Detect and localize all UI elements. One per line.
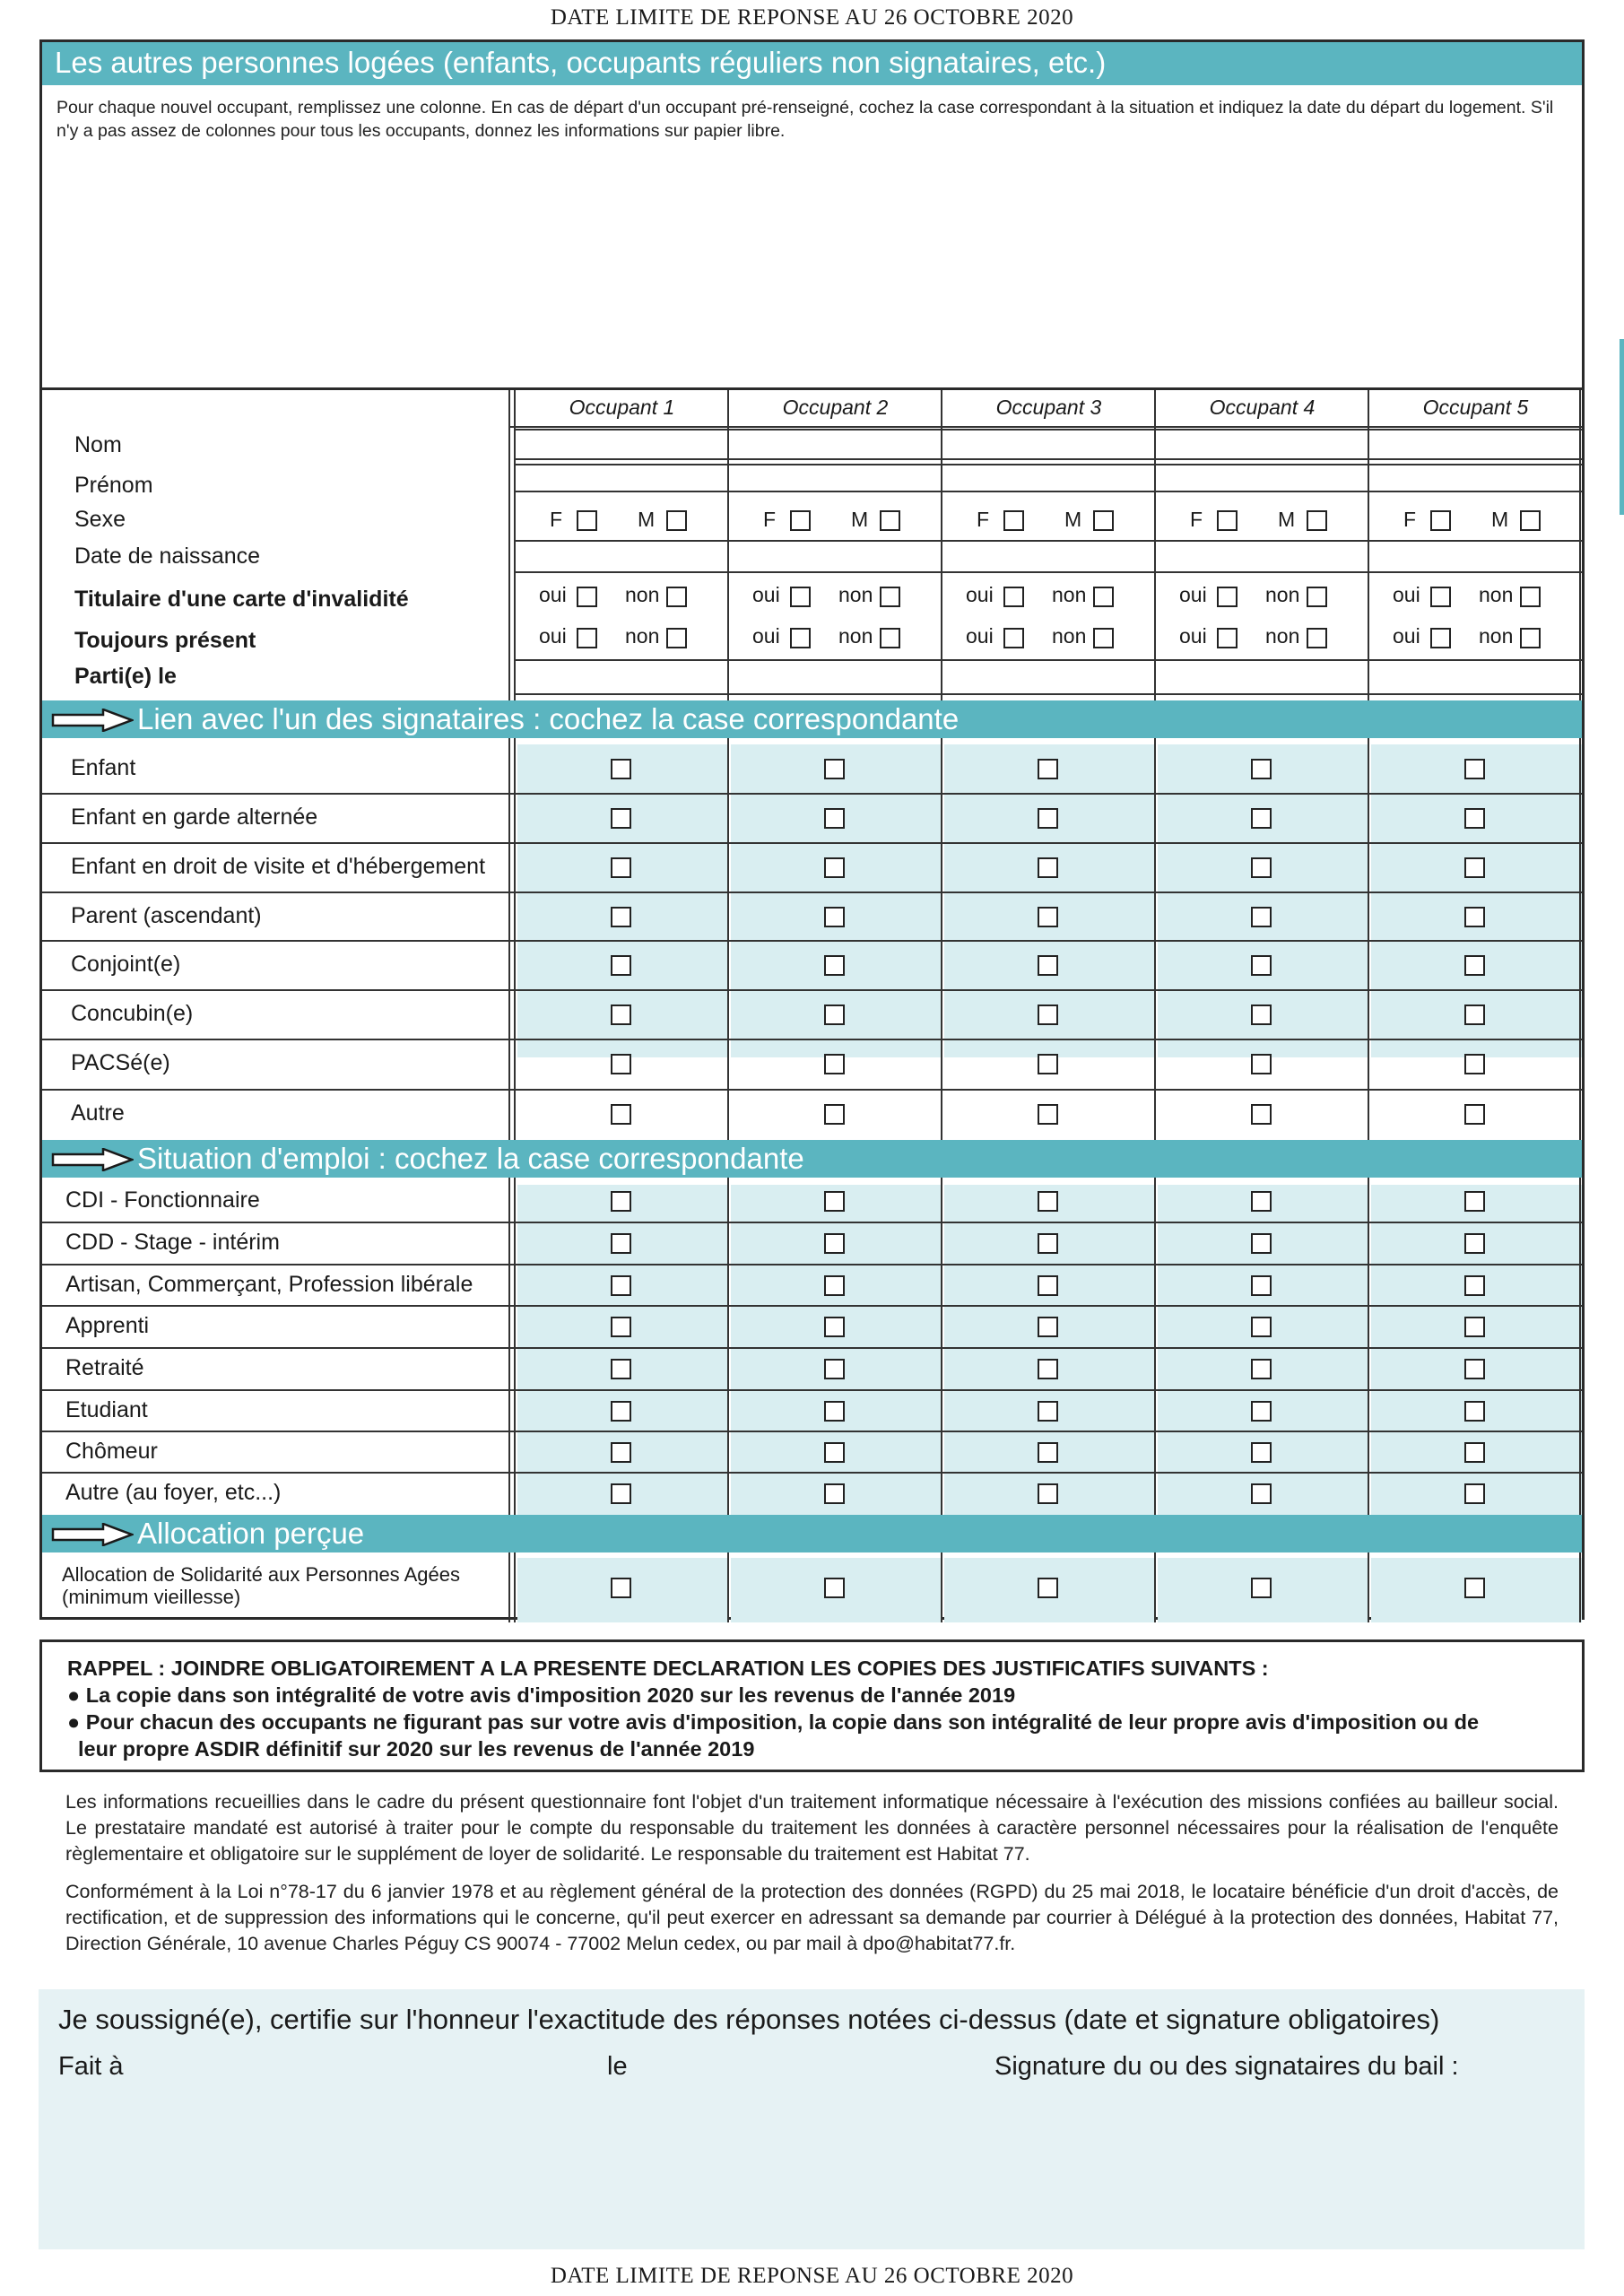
invalidite-non-checkbox[interactable] (666, 587, 687, 607)
row-label-invalidite: Titulaire d'une carte d'invalidité (74, 587, 409, 612)
emploi-checkbox[interactable] (1251, 1401, 1272, 1422)
row-divider (42, 940, 1582, 942)
row-divider (42, 1089, 1582, 1091)
lien-checkbox[interactable] (1251, 1004, 1272, 1025)
row-divider (42, 1347, 1582, 1349)
emploi-checkbox[interactable] (1464, 1233, 1485, 1254)
lien-checkbox[interactable] (611, 1104, 631, 1125)
row-divider (42, 989, 1582, 991)
occupant-4-field[interactable] (1156, 429, 1368, 460)
emploi-row-label: Apprenti (65, 1313, 150, 1338)
allocation-checkbox[interactable] (1251, 1578, 1272, 1598)
sexe-m-checkbox[interactable] (1520, 510, 1541, 531)
sexe-m-label: M (638, 508, 656, 531)
sexe-f-label: F (977, 508, 990, 531)
emploi-checkbox[interactable] (824, 1483, 845, 1504)
sexe-f-label: F (1403, 508, 1417, 531)
deadline-top: DATE LIMITE DE REPONSE AU 26 OCTOBRE 2020 (550, 5, 1074, 30)
rappel-item-1: ● La copie dans son intégralité de votre avis d'imposition 2020 sur les revenus de l'année 2019 (67, 1683, 1016, 1707)
emploi-checkbox[interactable] (1464, 1317, 1485, 1337)
row-divider (508, 426, 1582, 428)
occupant-2-field[interactable] (729, 540, 942, 573)
occupant-header-2: Occupant 2 (782, 396, 889, 419)
column-divider (514, 390, 516, 1622)
occupant-4-field[interactable] (1156, 659, 1368, 695)
invalidite-oui-checkbox[interactable] (1430, 587, 1451, 607)
arrow-right-icon (51, 1523, 134, 1546)
lien-checkbox[interactable] (1464, 1004, 1485, 1025)
present-non-checkbox[interactable] (880, 628, 900, 648)
emploi-checkbox[interactable] (824, 1191, 845, 1212)
emploi-checkbox[interactable] (1251, 1359, 1272, 1379)
occupant-4-field[interactable] (1156, 464, 1368, 492)
sexe-f-label: F (763, 508, 777, 531)
lien-row-label: Enfant en droit de visite et d'hébergement (71, 854, 486, 879)
occupants-section (39, 39, 1585, 387)
lien-checkbox[interactable] (1251, 808, 1272, 829)
emploi-row-label: Etudiant (65, 1397, 148, 1422)
arrow-right-icon (51, 1148, 134, 1171)
lien-row-label: Autre (71, 1100, 125, 1126)
emploi-checkbox[interactable] (1038, 1275, 1058, 1296)
lien-checkbox[interactable] (1464, 759, 1485, 779)
non-label: non (1265, 583, 1300, 606)
lien-checkbox[interactable] (1038, 857, 1058, 878)
emploi-checkbox[interactable] (1038, 1359, 1058, 1379)
emploi-checkbox[interactable] (1038, 1233, 1058, 1254)
emploi-row-label: Chômeur (65, 1439, 158, 1464)
arrow-right-icon (51, 709, 134, 732)
emploi-checkbox[interactable] (1038, 1442, 1058, 1463)
sexe-m-label: M (1064, 508, 1082, 531)
occupant-5-field[interactable] (1369, 429, 1582, 460)
oui-label: oui (539, 583, 567, 606)
lien-checkbox[interactable] (611, 759, 631, 779)
oui-label: oui (1393, 624, 1420, 648)
allocation-checkbox[interactable] (1464, 1578, 1485, 1598)
row-label-prenom: Prénom (74, 473, 153, 498)
emploi-row-label: CDI - Fonctionnaire (65, 1187, 260, 1213)
lien-checkbox[interactable] (824, 955, 845, 976)
emploi-row-label: CDD - Stage - intérim (65, 1230, 280, 1255)
present-oui-checkbox[interactable] (790, 628, 811, 648)
emploi-row-label: Artisan, Commerçant, Profession libérale (65, 1272, 473, 1297)
emploi-checkbox[interactable] (1038, 1317, 1058, 1337)
section-title: Les autres personnes logées (enfants, occupants réguliers non signataires, etc.) (42, 42, 1582, 85)
emploi-checkbox[interactable] (824, 1233, 845, 1254)
sexe-f-label: F (550, 508, 563, 531)
emploi-checkbox[interactable] (611, 1233, 631, 1254)
invalidite-oui-checkbox[interactable] (1217, 587, 1238, 607)
emploi-checkbox[interactable] (611, 1359, 631, 1379)
lien-checkbox[interactable] (824, 1054, 845, 1074)
column-divider (941, 390, 942, 1622)
rappel-item-2-cont: leur propre ASDIR définitif sur 2020 sur les revenus de l'année 2019 (78, 1737, 755, 1761)
emploi-checkbox[interactable] (824, 1442, 845, 1463)
lien-checkbox[interactable] (1038, 907, 1058, 927)
present-non-checkbox[interactable] (1093, 628, 1114, 648)
oui-label: oui (1179, 583, 1207, 606)
lien-checkbox[interactable] (1038, 1004, 1058, 1025)
column-divider (1579, 390, 1581, 1622)
oui-label: oui (752, 624, 780, 648)
lien-checkbox[interactable] (1038, 1054, 1058, 1074)
oui-label: oui (1393, 583, 1420, 606)
oui-label: oui (1179, 624, 1207, 648)
lien-checkbox[interactable] (824, 907, 845, 927)
emploi-row-label: Retraité (65, 1355, 144, 1380)
lien-checkbox[interactable] (611, 907, 631, 927)
emploi-checkbox[interactable] (1464, 1483, 1485, 1504)
lien-checkbox[interactable] (1251, 1054, 1272, 1074)
allocation-band-title: Allocation perçue (137, 1517, 365, 1550)
present-non-checkbox[interactable] (1307, 628, 1327, 648)
lien-checkbox[interactable] (824, 857, 845, 878)
allocation-checkbox[interactable] (611, 1578, 631, 1598)
lien-band-title: Lien avec l'un des signataires : cochez la case correspondante (137, 702, 960, 735)
emploi-checkbox[interactable] (611, 1442, 631, 1463)
emploi-checkbox[interactable] (611, 1275, 631, 1296)
sexe-f-checkbox[interactable] (1217, 510, 1238, 531)
invalidite-oui-checkbox[interactable] (1003, 587, 1024, 607)
occupant-4-field[interactable] (1156, 540, 1368, 573)
present-oui-checkbox[interactable] (1217, 628, 1238, 648)
invalidite-non-checkbox[interactable] (880, 587, 900, 607)
row-divider (42, 1389, 1582, 1391)
invalidite-non-checkbox[interactable] (1520, 587, 1541, 607)
sexe-m-checkbox[interactable] (880, 510, 900, 531)
present-oui-checkbox[interactable] (1003, 628, 1024, 648)
sexe-f-checkbox[interactable] (577, 510, 597, 531)
row-label-present: Toujours présent (74, 628, 256, 653)
emploi-checkbox[interactable] (1251, 1275, 1272, 1296)
emploi-checkbox[interactable] (611, 1317, 631, 1337)
column-divider (1154, 390, 1156, 1622)
row-divider (42, 1264, 1582, 1265)
row-divider (42, 1472, 1582, 1474)
lien-checkbox[interactable] (824, 1104, 845, 1125)
lien-checkbox[interactable] (1464, 1104, 1485, 1125)
instructions: Pour chaque nouvel occupant, remplissez une colonne. En cas de départ d'un occupant pré-renseigné, cochez la case correspondant à la situation et indiquez la date du départ du logement. S'il n'y a pas assez de colonnes pour tous les occupants, donnez les informations sur papier libre. (56, 98, 1554, 141)
occupant-5-field[interactable] (1369, 540, 1582, 573)
oui-label: oui (966, 624, 994, 648)
row-divider (42, 842, 1582, 844)
occupant-3-field[interactable] (942, 659, 1155, 695)
emploi-checkbox[interactable] (1038, 1483, 1058, 1504)
occupant-3-field[interactable] (942, 464, 1155, 492)
emploi-checkbox[interactable] (824, 1359, 845, 1379)
lien-checkbox[interactable] (1038, 759, 1058, 779)
lien-checkbox[interactable] (1038, 955, 1058, 976)
oui-label: oui (539, 624, 567, 648)
emploi-checkbox[interactable] (824, 1275, 845, 1296)
non-label: non (1052, 583, 1087, 606)
non-label: non (1052, 624, 1087, 648)
emploi-band-title: Situation d'emploi : cochez la case correspondante (137, 1142, 804, 1175)
lien-checkbox[interactable] (1464, 808, 1485, 829)
emploi-checkbox[interactable] (1464, 1359, 1485, 1379)
occupant-1-field[interactable] (516, 429, 728, 460)
lien-row-label: Enfant (71, 755, 136, 780)
lien-checkbox[interactable] (611, 857, 631, 878)
sexe-f-label: F (1190, 508, 1203, 531)
non-label: non (1265, 624, 1300, 648)
signature-label: Signature du ou des signataires du bail : (994, 2052, 1459, 2081)
emploi-checkbox[interactable] (1038, 1401, 1058, 1422)
emploi-checkbox[interactable] (1251, 1191, 1272, 1212)
occupant-2-field[interactable] (729, 429, 942, 460)
sexe-f-checkbox[interactable] (1003, 510, 1024, 531)
sexe-m-checkbox[interactable] (1307, 510, 1327, 531)
lien-checkbox[interactable] (1251, 907, 1272, 927)
sexe-m-label: M (1491, 508, 1509, 531)
non-label: non (625, 583, 660, 606)
column-divider (508, 390, 510, 1622)
occupant-header-3: Occupant 3 (995, 396, 1102, 419)
non-label: non (838, 624, 873, 648)
occupant-1-field[interactable] (516, 464, 728, 492)
non-label: non (625, 624, 660, 648)
privacy-notice: Les informations recueillies dans le cadre du présent questionnaire font l'objet d'un traitement informatique nécessaire à l'exécution des missions confiées au bailleur social. Le prestataire mandaté est autorisé à traiter pour le compte du responsable du traitement les données à caractère personnel nécessaires pour la réalisation de l'enquête règlementaire et obligatoire sur le supplément de loyer de solidarité. Le responsable du traitement est Habitat 77. (65, 1791, 1559, 1865)
emploi-checkbox[interactable] (611, 1401, 631, 1422)
row-label-parti: Parti(e) le (74, 664, 177, 689)
row-divider (42, 891, 1582, 893)
emploi-checkbox[interactable] (1464, 1191, 1485, 1212)
sexe-m-checkbox[interactable] (666, 510, 687, 531)
non-label: non (838, 583, 873, 606)
invalidite-oui-checkbox[interactable] (577, 587, 597, 607)
emploi-checkbox[interactable] (1251, 1317, 1272, 1337)
row-divider (42, 1305, 1582, 1307)
emploi-checkbox[interactable] (1251, 1483, 1272, 1504)
present-oui-checkbox[interactable] (577, 628, 597, 648)
lien-checkbox[interactable] (1464, 857, 1485, 878)
occupant-2-field[interactable] (729, 464, 942, 492)
deadline-bottom: DATE LIMITE DE REPONSE AU 26 OCTOBRE 2020 (550, 2264, 1074, 2288)
row-label-nom: Nom (74, 432, 122, 457)
present-non-checkbox[interactable] (666, 628, 687, 648)
invalidite-oui-checkbox[interactable] (790, 587, 811, 607)
rappel-box (39, 1639, 1585, 1772)
lien-checkbox[interactable] (1464, 907, 1485, 927)
date-label: le (607, 2052, 628, 2081)
emploi-checkbox[interactable] (824, 1401, 845, 1422)
page-edge-tab (1620, 339, 1624, 515)
sexe-f-checkbox[interactable] (790, 510, 811, 531)
lien-row-label: Enfant en garde alternée (71, 804, 318, 830)
allocation-band (42, 1515, 1582, 1552)
present-oui-checkbox[interactable] (1430, 628, 1451, 648)
rgpd-notice: Conformément à la Loi n°78-17 du 6 janvier 1978 et au règlement général de la protection des données (RGPD) du 25 mai 2018, le locataire bénéficie d'un droit d'accès, de rectification, et de suppression des informations qui le concerne, qu'il peut exercer en adressant sa demande par courrier à Délégué à la protection des données, Habitat 77, Direction Générale, 10 avenue Charles Péguy CS 90074 - 77002 Melun cedex, ou par mail à dpo@habitat77.fr. (65, 1881, 1559, 1954)
allocation-row-label: Allocation de Solidarité aux Personnes Agées (minimum vieillesse) (62, 1563, 460, 1608)
emploi-checkbox[interactable] (1464, 1401, 1485, 1422)
lien-checkbox[interactable] (1251, 857, 1272, 878)
lien-checkbox[interactable] (824, 808, 845, 829)
occupant-5-field[interactable] (1369, 659, 1582, 695)
occupant-header-5: Occupant 5 (1422, 396, 1529, 419)
sexe-f-checkbox[interactable] (1430, 510, 1451, 531)
oui-label: oui (966, 583, 994, 606)
certification-text: Je soussigné(e), certifie sur l'honneur l'exactitude des réponses notées ci-dessus (date et signature obligatoires) (58, 2004, 1440, 2035)
emploi-row-label: Autre (au foyer, etc...) (65, 1480, 282, 1505)
rappel-item-2: ● Pour chacun des occupants ne figurant pas sur votre avis d'imposition, la copie dans son intégralité de leur propre avis d'imposition ou de (67, 1710, 1480, 1734)
lien-checkbox[interactable] (1251, 1104, 1272, 1125)
lien-checkbox[interactable] (611, 808, 631, 829)
sexe-m-label: M (851, 508, 869, 531)
allocation-checkbox[interactable] (824, 1578, 845, 1598)
non-label: non (1479, 583, 1514, 606)
emploi-checkbox[interactable] (611, 1483, 631, 1504)
row-label-sexe: Sexe (74, 507, 126, 532)
row-divider (42, 1039, 1582, 1040)
emploi-checkbox[interactable] (1251, 1442, 1272, 1463)
occupant-5-field[interactable] (1369, 464, 1582, 492)
sexe-m-label: M (1278, 508, 1296, 531)
non-label: non (1479, 624, 1514, 648)
lien-checkbox[interactable] (1464, 955, 1485, 976)
column-divider (727, 390, 729, 1622)
rappel-heading: RAPPEL : JOINDRE OBLIGATOIREMENT A LA PRESENTE DECLARATION LES COPIES DES JUSTIFICATIFS SUIVANTS : (67, 1657, 1269, 1680)
invalidite-non-checkbox[interactable] (1307, 587, 1327, 607)
oui-label: oui (752, 583, 780, 606)
occupant-2-field[interactable] (729, 659, 942, 695)
occupants-grid (39, 387, 1585, 1620)
sexe-m-checkbox[interactable] (1093, 510, 1114, 531)
emploi-checkbox[interactable] (1464, 1275, 1485, 1296)
row-divider (42, 1431, 1582, 1432)
signature-block (39, 1989, 1585, 2249)
emploi-checkbox[interactable] (824, 1317, 845, 1337)
lien-band (42, 700, 1582, 738)
lien-checkbox[interactable] (824, 759, 845, 779)
present-non-checkbox[interactable] (1520, 628, 1541, 648)
lien-checkbox[interactable] (611, 1054, 631, 1074)
occupant-header-4: Occupant 4 (1209, 396, 1316, 419)
row-label-naissance: Date de naissance (74, 544, 261, 569)
column-divider (1368, 390, 1369, 1622)
lien-checkbox[interactable] (1251, 759, 1272, 779)
lien-checkbox[interactable] (1251, 955, 1272, 976)
occupant-1-field[interactable] (516, 540, 728, 573)
emploi-checkbox[interactable] (1464, 1442, 1485, 1463)
occupant-3-field[interactable] (942, 429, 1155, 460)
emploi-checkbox[interactable] (1038, 1191, 1058, 1212)
invalidite-non-checkbox[interactable] (1093, 587, 1114, 607)
row-divider (42, 793, 1582, 795)
occupant-3-field[interactable] (942, 540, 1155, 573)
lien-checkbox[interactable] (611, 1004, 631, 1025)
lien-checkbox[interactable] (1464, 1054, 1485, 1074)
occupant-1-field[interactable] (516, 659, 728, 695)
occupant-header-1: Occupant 1 (569, 396, 675, 419)
lien-checkbox[interactable] (611, 955, 631, 976)
lien-row-label: Concubin(e) (71, 1001, 194, 1026)
lien-checkbox[interactable] (1038, 1104, 1058, 1125)
lien-row-label: PACSé(e) (71, 1050, 170, 1075)
lien-checkbox[interactable] (1038, 808, 1058, 829)
lien-row-label: Parent (ascendant) (71, 903, 262, 928)
lien-row-label: Conjoint(e) (71, 952, 181, 977)
emploi-band (42, 1140, 1582, 1178)
fait-a-label: Fait à (58, 2052, 124, 2081)
emploi-checkbox[interactable] (611, 1191, 631, 1212)
lien-checkbox[interactable] (824, 1004, 845, 1025)
row-divider (42, 1222, 1582, 1223)
emploi-checkbox[interactable] (1251, 1233, 1272, 1254)
allocation-checkbox[interactable] (1038, 1578, 1058, 1598)
